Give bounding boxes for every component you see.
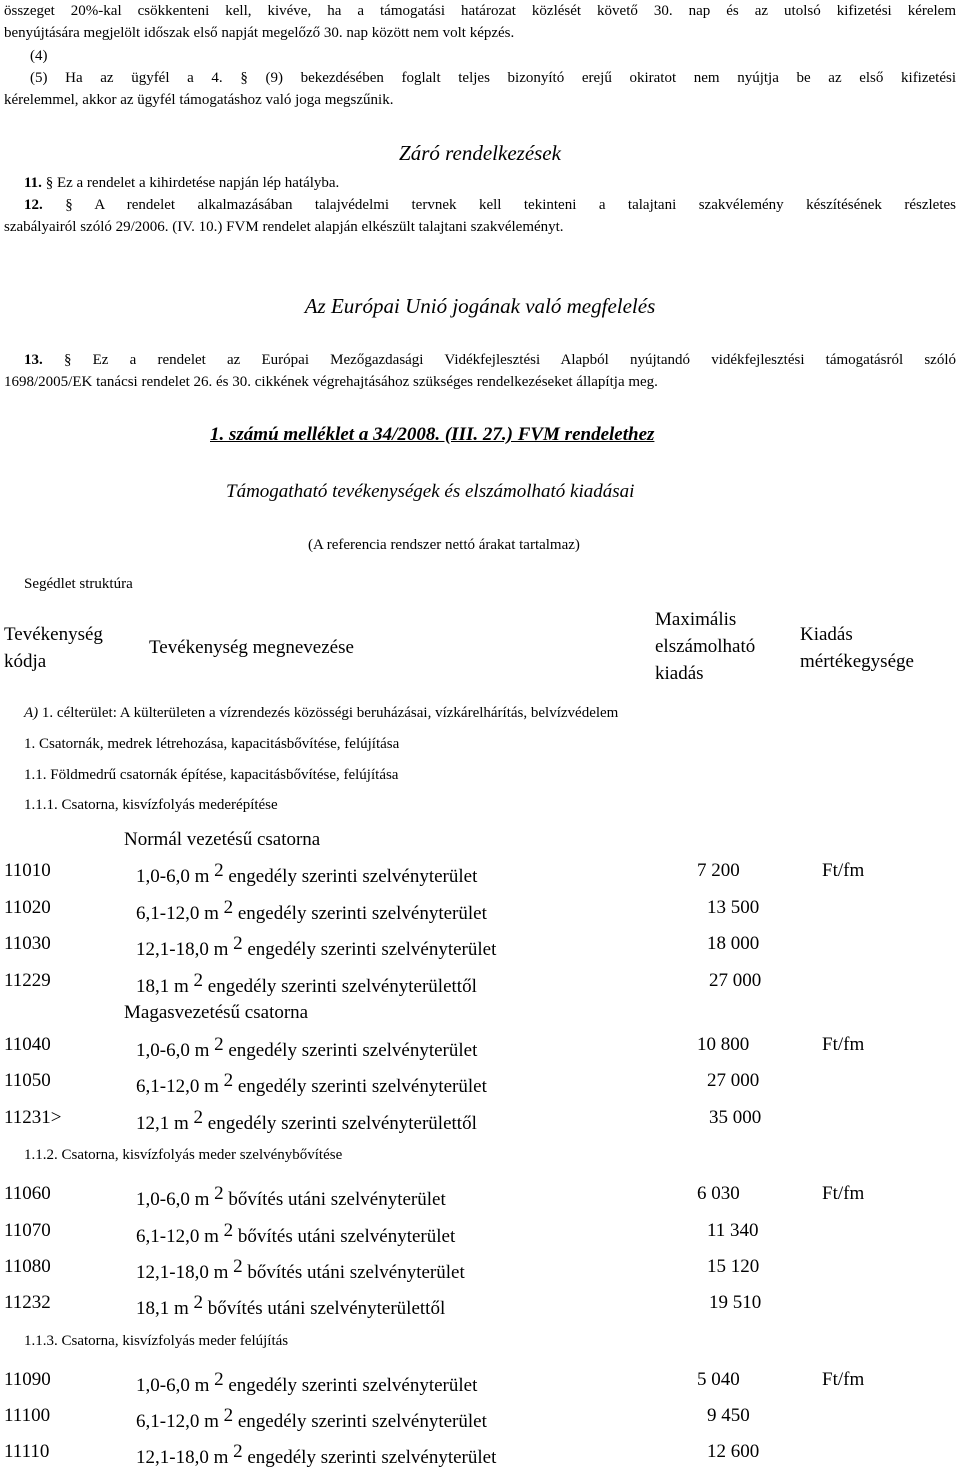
row-description-range: 18,1 m <box>136 976 189 997</box>
row-description <box>136 1070 487 1098</box>
row-description-text: engedély szerinti szelvényterülettől <box>203 1113 477 1134</box>
row-max-value: 19 510 <box>709 1292 762 1313</box>
intro-item-5-line-2: kérelemmel, akkor az ügyfél támogatáshoz való joga megszűnik. <box>4 92 394 108</box>
row-description-range: 12,1-18,0 m <box>136 1447 229 1468</box>
row-code: 11070 <box>4 1220 51 1241</box>
row-code: 11232 <box>4 1292 51 1313</box>
row-max-value: 6 030 <box>697 1183 740 1204</box>
intro-item-4: (4) <box>30 48 48 64</box>
normal-channel-label: Normál vezetésű csatorna <box>124 829 321 850</box>
row-description-exponent: 2 <box>214 1034 224 1055</box>
row-description-exponent: 2 <box>233 1441 243 1462</box>
row-unit: Ft/fm <box>822 1369 865 1390</box>
row-description-exponent: 2 <box>233 933 243 954</box>
annex-title: 1. számú melléklet a 34/2008. (III. 27.) FVM rendelethez <box>210 424 655 445</box>
section-12-line-1 <box>4 194 956 216</box>
section-13-line-2: 1698/2005/EK tanácsi rendelet 26. és 30. cikkének végrehajtásához szükséges rendelkezéseket állapítja meg. <box>4 374 658 390</box>
intro-line-2: benyújtására megjelölt időszak első napját megelőző 30. nap között nem volt képzés. <box>4 25 515 41</box>
section-1-1-2: 1.1.2. Csatorna, kisvízfolyás meder szelvénybővítése <box>24 1147 343 1163</box>
row-code: 11040 <box>4 1034 51 1055</box>
row-description-exponent: 2 <box>223 1070 234 1091</box>
row-description-range: 6,1-12,0 m <box>136 903 219 924</box>
row-description-exponent: 2 <box>223 897 234 918</box>
row-description-exponent: 2 <box>214 1369 224 1390</box>
row-description <box>136 1107 477 1135</box>
col-header-unit-line-2: mértékegysége <box>800 651 914 672</box>
row-description-range: 18,1 m <box>136 1298 189 1319</box>
section-11-text: § Ez a rendelet a kihirdetése napján lép hatályba. <box>45 175 340 191</box>
row-description-exponent: 2 <box>193 1107 204 1128</box>
section-1: 1. Csatornák, medrek létrehozása, kapacitásbővítése, felújítása <box>24 736 400 752</box>
closing-provisions-heading: Záró rendelkezések <box>399 141 561 165</box>
col-header-unit <box>800 621 914 675</box>
col-header-max <box>655 606 755 687</box>
row-max-value: 10 800 <box>697 1034 750 1055</box>
section-12-number: 12. <box>24 197 43 213</box>
row-code: 11010 <box>4 860 51 881</box>
row-max-value: 9 450 <box>707 1405 750 1426</box>
row-description-text: engedély szerinti szelvényterület <box>223 866 478 887</box>
intro-item-5 <box>4 67 956 111</box>
row-code: 11090 <box>4 1369 51 1390</box>
section-12-text: § A rendelet alkalmazásában talajvédelmi tervnek kell tekinteni a talajtani szakvélemény készítésének részletes <box>65 197 956 213</box>
col-header-name: Tevékenység megnevezése <box>149 637 354 658</box>
row-code: 11060 <box>4 1183 51 1204</box>
row-code: 11229 <box>4 970 51 991</box>
row-description <box>136 1405 487 1433</box>
section-13-text: § Ez a rendelet az Európai Mezőgazdasági Vidékfejlesztési Alapból nyújtandó vidékfejlesztési támogatásról szóló <box>63 352 957 368</box>
row-max-value: 7 200 <box>697 860 740 881</box>
col-header-code <box>4 621 103 675</box>
row-description-range: 1,0-6,0 m <box>136 1375 210 1396</box>
annex-subtitle: Támogatható tevékenységek és elszámolható kiadásai <box>226 481 635 502</box>
intro-line-1: összeget 20%-kal csökkenteni kell, kivéve, ha a támogatási határozat közlését követő 30. nap és az utolsó kifizetési kérelem <box>4 3 956 19</box>
row-description-exponent: 2 <box>214 860 224 881</box>
row-max-value: 13 500 <box>707 897 760 918</box>
row-max-value: 5 040 <box>697 1369 740 1390</box>
row-description-text: engedély szerinti szelvényterülettől <box>203 976 477 997</box>
section-13-line-1 <box>4 349 956 371</box>
annex-note: (A referencia rendszer nettó árakat tartalmaz) <box>308 537 580 553</box>
row-description-range: 6,1-12,0 m <box>136 1076 219 1097</box>
row-unit: Ft/fm <box>822 1183 865 1204</box>
section-13-number: 13. <box>24 352 43 368</box>
row-max-value: 12 600 <box>707 1441 760 1462</box>
col-header-code-line-1: Tevékenység <box>4 624 103 645</box>
intro-item-5-line-1: (5) Ha az ügyfél a 4. § (9) bekezdésében foglalt teljes bizonyító erejű okiratot nem nyújtja be az első kifizetési <box>30 70 956 86</box>
row-code: 11100 <box>4 1405 51 1426</box>
row-description <box>136 897 487 925</box>
row-description-text: engedély szerinti szelvényterület <box>223 1375 478 1396</box>
row-description-range: 12,1 m <box>136 1113 189 1134</box>
row-description-text: bővítés utáni szelvényterület <box>233 1226 456 1247</box>
section-1-1-1: 1.1.1. Csatorna, kisvízfolyás mederépítése <box>24 797 278 813</box>
section-13 <box>4 349 956 393</box>
row-description-text: bővítés utáni szelvényterület <box>242 1262 465 1283</box>
row-description <box>136 1441 497 1469</box>
row-description-range: 1,0-6,0 m <box>136 1189 210 1210</box>
row-max-value: 35 000 <box>709 1107 762 1128</box>
row-code: 11030 <box>4 933 51 954</box>
row-description-text: bővítés utáni szelvényterület <box>223 1189 446 1210</box>
row-description <box>136 1292 446 1320</box>
col-header-max-line-1: Maximális <box>655 609 737 630</box>
row-code: 11020 <box>4 897 51 918</box>
section-a <box>24 705 618 722</box>
section-11 <box>24 172 339 194</box>
col-header-unit-line-1: Kiadás <box>800 624 853 645</box>
row-description <box>136 970 477 998</box>
row-description-range: 6,1-12,0 m <box>136 1411 219 1432</box>
row-description-exponent: 2 <box>223 1220 234 1241</box>
row-code: 11231> <box>4 1107 62 1128</box>
row-description-exponent: 2 <box>223 1405 234 1426</box>
structure-label: Segédlet struktúra <box>24 576 133 592</box>
row-max-value: 27 000 <box>709 970 762 991</box>
row-description-exponent: 2 <box>193 970 204 991</box>
row-description-exponent: 2 <box>193 1292 204 1313</box>
row-max-value: 18 000 <box>707 933 760 954</box>
col-header-code-line-2: kódja <box>4 651 47 672</box>
section-a-letter: A) <box>24 705 39 721</box>
row-description-range: 6,1-12,0 m <box>136 1226 219 1247</box>
row-description <box>136 1369 478 1397</box>
intro-paragraph <box>4 0 956 44</box>
section-12 <box>4 194 956 238</box>
row-description-text: engedély szerinti szelvényterület <box>223 1040 478 1061</box>
row-code: 11050 <box>4 1070 51 1091</box>
elevated-channel-label: Magasvezetésű csatorna <box>124 1002 309 1023</box>
row-description-text: engedély szerinti szelvényterület <box>233 1076 487 1097</box>
section-1-1-3: 1.1.3. Csatorna, kisvízfolyás meder felújítás <box>24 1333 289 1349</box>
row-description-exponent: 2 <box>214 1183 224 1204</box>
row-description-text: engedély szerinti szelvényterület <box>242 939 497 960</box>
row-description-exponent: 2 <box>233 1256 243 1277</box>
section-11-number: 11. <box>24 175 42 191</box>
row-unit: Ft/fm <box>822 1034 865 1055</box>
col-header-max-line-3: kiadás <box>655 663 704 684</box>
row-description-text: engedély szerinti szelvényterület <box>233 1411 487 1432</box>
col-header-max-line-2: elszámolható <box>655 636 756 657</box>
row-description-text: engedély szerinti szelvényterület <box>242 1447 497 1468</box>
row-max-value: 11 340 <box>707 1220 759 1241</box>
row-description-range: 12,1-18,0 m <box>136 1262 229 1283</box>
row-description-range: 12,1-18,0 m <box>136 939 229 960</box>
eu-compliance-heading: Az Európai Unió jogának való megfelelés <box>304 294 656 318</box>
section-12-line-2: szabályairól szóló 29/2006. (IV. 10.) FVM rendelet alapján elkészült talajtani szakvéleményt. <box>4 219 564 235</box>
section-1-1: 1.1. Földmedrű csatornák építése, kapacitásbővítése, felújítása <box>24 767 399 783</box>
section-a-text: 1. célterület: A külterületen a vízrendezés közösségi beruházásai, vízkárelhárítás, belvízvédelem <box>41 705 619 721</box>
row-description <box>136 933 497 961</box>
row-description <box>136 860 478 888</box>
row-unit: Ft/fm <box>822 860 865 881</box>
row-code: 11080 <box>4 1256 51 1277</box>
row-max-value: 27 000 <box>707 1070 760 1091</box>
row-description-range: 1,0-6,0 m <box>136 866 210 887</box>
row-description-range: 1,0-6,0 m <box>136 1040 210 1061</box>
row-description <box>136 1183 446 1211</box>
row-description <box>136 1034 478 1062</box>
row-description <box>136 1220 456 1248</box>
row-code: 11110 <box>4 1441 50 1462</box>
row-description-text: bővítés utáni szelvényterülettől <box>203 1298 446 1319</box>
row-description <box>136 1256 465 1284</box>
row-max-value: 15 120 <box>707 1256 760 1277</box>
row-description-text: engedély szerinti szelvényterület <box>233 903 487 924</box>
